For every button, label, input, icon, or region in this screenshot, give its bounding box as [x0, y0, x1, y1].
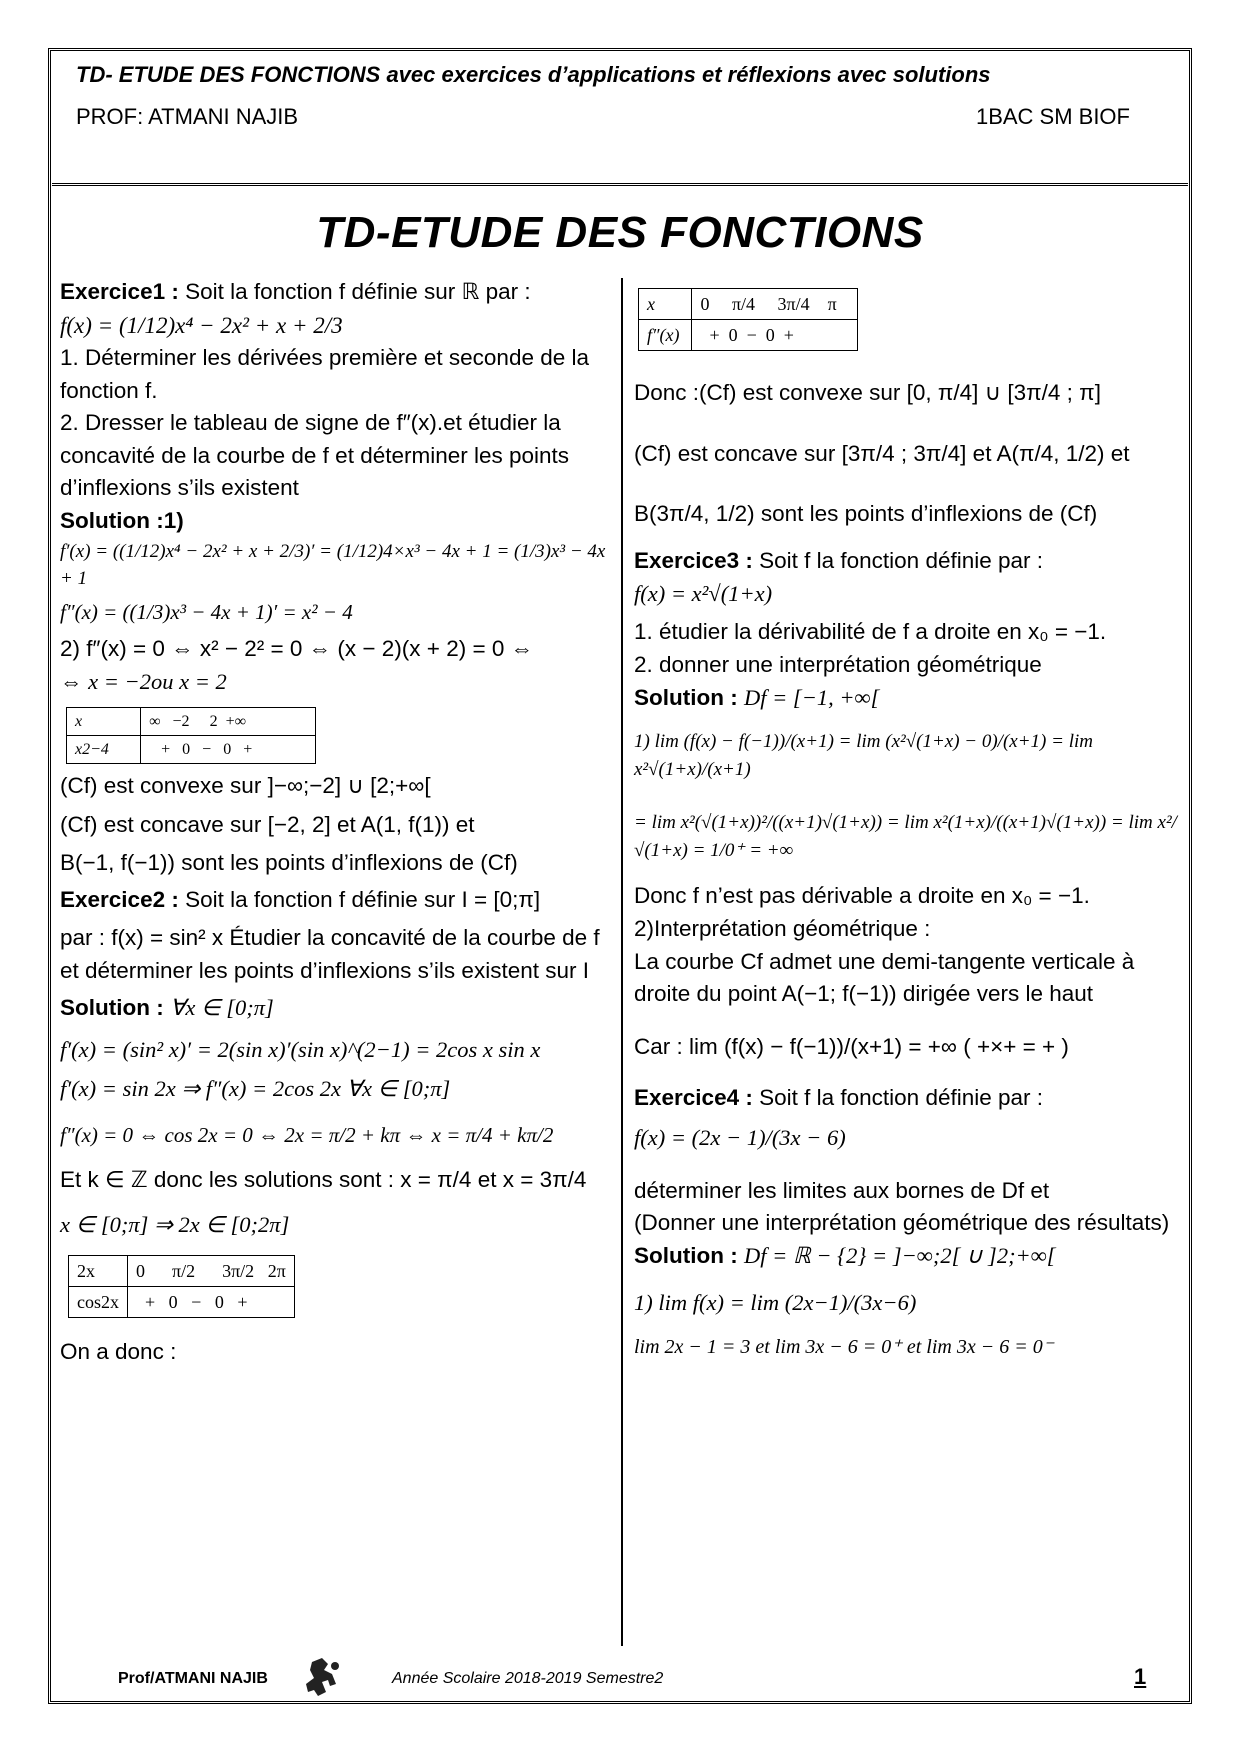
cell: f″(x) — [639, 320, 692, 351]
ex1-q1: 1. Déterminer les dérivées première et seconde de la fonction f. — [60, 344, 590, 403]
ex1-concave: (Cf) est concave sur [−2, 2] et A(1, f(1)) et — [60, 811, 475, 837]
footer — [0, 1664, 1240, 1710]
ex2-line5: x ∈ [0;π] ⇒ 2x ∈ [0;2π] — [60, 1211, 290, 1237]
footer-prof: Prof/ATMANI NAJIB — [118, 1670, 268, 1687]
ex1-def: f(x) = (1/12)x⁴ − 2x² + x + 2/3 — [60, 312, 343, 338]
right-sign-table — [638, 288, 858, 351]
ex4-lim2: lim 2x − 1 = 3 et lim 3x − 6 = 0⁺ et lim 3x − 6 = 0⁻ — [634, 1336, 1054, 1359]
header-title: TD- ETUDE DES FONCTIONS avec exercices d’applications et réflexions avec solutions — [76, 62, 991, 87]
ex3-interp: La courbe Cf admet une demi-tangente verticale à droite du point A(−1; f(−1)) dirigée vers le haut — [634, 948, 1135, 1007]
cell: 0 π/4 3π/4 π — [692, 289, 858, 320]
logo-icon — [302, 1656, 346, 1698]
ex3-q2: 2. donner une interprétation géométrique — [634, 651, 1042, 677]
header-prof: PROF: ATMANI NAJIB — [76, 104, 299, 129]
right-convexe: Donc :(Cf) est convexe sur [0, π/4] ∪ [3π/4 ; π] — [634, 380, 1101, 406]
cell: 0 π/2 3π/2 2π — [128, 1256, 295, 1287]
page-title: TD-ETUDE DES FONCTIONS — [316, 208, 924, 257]
ex1-inflex: B(−1, f(−1)) sont les points d’inflexions de (Cf) — [60, 850, 518, 876]
cell: + 0 − 0 + — [141, 735, 316, 763]
ex1-solution-heading: Solution :1) — [60, 508, 184, 534]
ex3-interp-title: 2)Interprétation géométrique : — [634, 916, 931, 941]
ex3-lim1: 1) lim (f(x) − f(−1))/(x+1) = lim (x²√(1+x) − 0)/(x+1) = lim x²√(1+x)/(x+1) — [634, 731, 1093, 780]
ex3-heading: Exercice3 : — [634, 548, 753, 574]
left-column — [60, 276, 610, 1369]
ex4-def: f(x) = (2x − 1)/(3x − 6) — [634, 1125, 846, 1151]
ex3-conclusion: Donc f n’est pas dérivable a droite en x₀ = −1. — [634, 883, 1090, 909]
ex2-line3: f″(x) = 0 ⇔ cos 2x = 0 ⇔ 2x = π/2 + kπ ⇔ x = π/4 + kπ/2 — [60, 1122, 554, 1147]
ex2-def: par : f(x) = sin² x Étudier la concavité de la courbe de f et déterminer les points d’inflexions s’ils existent sur I — [60, 925, 600, 983]
cell: cos2x — [69, 1287, 128, 1318]
ex1-fsecond: f″(x) = ((1/3)x³ − 4x + 1)′ = x² − 4 — [60, 599, 353, 624]
cell: x — [67, 707, 141, 735]
ex2-intro: Exercice2 : Soit la fonction f définie sur I = [0;π] — [60, 886, 541, 912]
ex1-q2: 2. Dresser le tableau de signe de f″(x).et étudier la concavité de la courbe de f et déterminer les points d’inflexions s’ils existent — [60, 410, 570, 501]
ex4-lim1: 1) lim f(x) = lim (2x−1)/(3x−6) — [634, 1289, 917, 1315]
ex4-solution: Solution : Df = ℝ − {2} = ]−∞;2[ ∪ ]2;+∞[ — [634, 1243, 1056, 1268]
ex4-heading: Exercice4 : — [634, 1084, 753, 1110]
cell: x2−4 — [67, 735, 141, 763]
ex1-intro: Exercice1 : Soit la fonction f définie sur ℝ par : — [60, 279, 531, 304]
ex4-q1: déterminer les limites aux bornes de Df et — [634, 1177, 1050, 1203]
cell: + 0 − 0 + — [692, 320, 858, 351]
ex2-heading: Exercice2 : — [60, 886, 179, 912]
ex2-line2: f′(x) = sin 2x ⇒ f″(x) = 2cos 2x ∀x ∈ [0;π] — [60, 1075, 451, 1101]
ex2-solution: Solution : ∀x ∈ [0;π] — [60, 994, 274, 1020]
header-class: 1BAC SM BIOF — [975, 104, 1130, 129]
cell: 2x — [69, 1256, 128, 1287]
ex3-def: f(x) = x²√(1+x) — [634, 580, 773, 606]
ex1-convexe: (Cf) est convexe sur ]−∞;−2] ∪ [2;+∞[ — [60, 772, 431, 798]
ex1-sign-table — [66, 707, 316, 764]
column-divider — [621, 278, 623, 1646]
right-inflex: B(3π/4, 1/2) sont les points d’inflexions de (Cf) — [634, 501, 1098, 527]
ex1-heading: Exercice1 : — [60, 279, 179, 304]
ex3-car: Car : lim (f(x) − f(−1))/(x+1) = +∞ ( +×+ = + ) — [634, 1033, 1069, 1059]
ex4-q2: (Donner une interprétation géométrique des résultats) — [634, 1210, 1170, 1236]
ex1-step2a: 2) f″(x) = 0 ⇔ x² − 2² = 0 ⇔ (x − 2)(x + 2) = 0 ⇔ — [60, 636, 534, 662]
ex3-solution: Solution : Df = [−1, +∞[ — [634, 684, 880, 710]
ex2-on-a-donc: On a donc : — [60, 1339, 177, 1365]
ex2-line4: Et k ∈ ℤ donc les solutions sont : x = π/4 et x = 3π/4 — [60, 1166, 587, 1192]
right-column — [634, 276, 1184, 1362]
ex4-intro: Exercice4 : Soit f la fonction définie par : — [634, 1084, 1044, 1110]
cell: x — [639, 289, 692, 320]
ex3-intro: Exercice3 : Soit f la fonction définie par : — [634, 548, 1044, 574]
right-concave: (Cf) est concave sur [3π/4 ; 3π/4] et A(π/4, 1/2) et — [634, 440, 1130, 466]
ex1-step2b: ⇔ x = −2ou x = 2 — [60, 668, 227, 694]
page-number: 1 — [1134, 1664, 1147, 1689]
ex2-sign-table — [68, 1255, 295, 1318]
cell: ∞ −2 2 +∞ — [141, 707, 316, 735]
footer-year: Année Scolaire 2018-2019 Semestre2 — [392, 1670, 664, 1687]
cell: + 0 − 0 + — [128, 1287, 295, 1318]
ex3-q1: 1. étudier la dérivabilité de f a droite en x₀ = −1. — [634, 619, 1107, 645]
header-box — [52, 52, 1188, 186]
ex3-lim2: = lim x²(√(1+x))²/((x+1)√(1+x)) = lim x²(1+x)/((x+1)√(1+x)) = lim x²/√(1+x) = 1/0⁺ = +∞ — [634, 812, 1177, 861]
ex2-line1: f′(x) = (sin² x)′ = 2(sin x)′(sin x)^(2−1) = 2cos x sin x — [60, 1037, 541, 1063]
ex1-fprime: f′(x) = ((1/12)x⁴ − 2x² + x + 2/3)′ = (1/12)4×x³ − 4x + 1 = (1/3)x³ − 4x + 1 — [60, 540, 606, 590]
